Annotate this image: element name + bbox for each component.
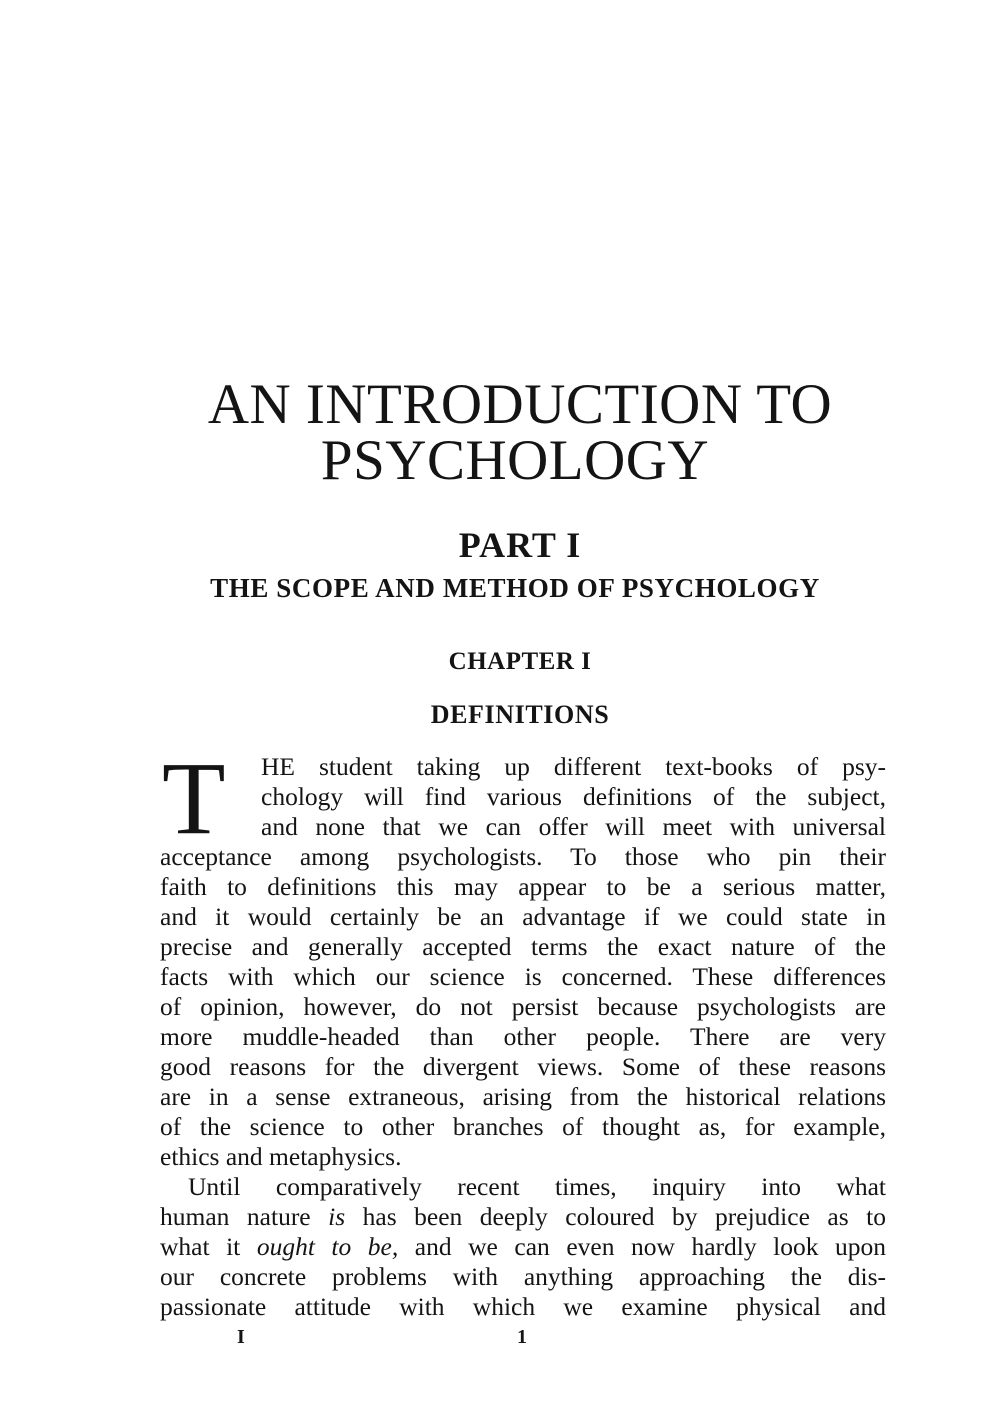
paragraph-line: of opinion, however, do not persist because psychologists are (160, 992, 886, 1021)
paragraph-line: HE student taking up different text-books of psy- (261, 752, 886, 781)
text-run: human nature (160, 1202, 329, 1231)
text-run: has been deeply coloured by prejudice as to (345, 1202, 886, 1231)
paragraph-line: passionate attitude with which we examine physical and (160, 1292, 886, 1321)
signature-mark: I (237, 1326, 245, 1348)
chapter-title: DEFINITIONS (430, 700, 610, 729)
paragraph-line: chology will find various definitions of the subject, (261, 782, 886, 811)
book-title-line-2: PSYCHOLOGY (320, 429, 710, 492)
paragraph-line (160, 1202, 886, 1232)
paragraph-1 (160, 741, 886, 1172)
text-run: what it (160, 1232, 257, 1261)
paragraph-line: ethics and metaphysics. (160, 1142, 402, 1171)
part-label: PART I (458, 525, 582, 565)
paragraph-line: are in a sense extraneous, arising from the historical relations (160, 1082, 886, 1111)
paragraph-line: facts with which our science is concerned. These differences (160, 962, 886, 991)
paragraph-line: our concrete problems with anything approaching the dis- (160, 1262, 886, 1291)
italic-emphasis: ought to be, (256, 1232, 399, 1261)
paragraph-line: acceptance among psychologists. To those who pin their (160, 842, 886, 871)
paragraph-line: of the science to other branches of thought as, for example, (160, 1112, 886, 1141)
paragraph-line (160, 1232, 886, 1262)
paragraph-line: good reasons for the divergent views. Some of these reasons (160, 1052, 886, 1081)
paragraph-2 (160, 1172, 886, 1322)
paragraph-line: precise and generally accepted terms the exact nature of the (160, 932, 886, 961)
part-title: THE SCOPE AND METHOD OF PSYCHOLOGY (210, 573, 820, 603)
page-number: 1 (517, 1326, 527, 1348)
text-run: and we can even now hardly look upon (398, 1232, 886, 1261)
paragraph-line: Until comparatively recent times, inquiry into what (188, 1172, 886, 1201)
paragraph-line: more muddle-headed than other people. There are very (160, 1022, 886, 1051)
drop-cap: T (162, 741, 226, 856)
chapter-label: CHAPTER I (448, 648, 592, 675)
book-title-line-1: AN INTRODUCTION TO (207, 373, 833, 436)
italic-emphasis: is (328, 1202, 346, 1231)
paragraph-line: faith to definitions this may appear to be a serious matter, (160, 872, 886, 901)
paragraph-line: and none that we can offer will meet with universal (261, 812, 886, 841)
paragraph-line: and it would certainly be an advantage if we could state in (160, 902, 886, 931)
chapter-body (160, 741, 886, 1322)
